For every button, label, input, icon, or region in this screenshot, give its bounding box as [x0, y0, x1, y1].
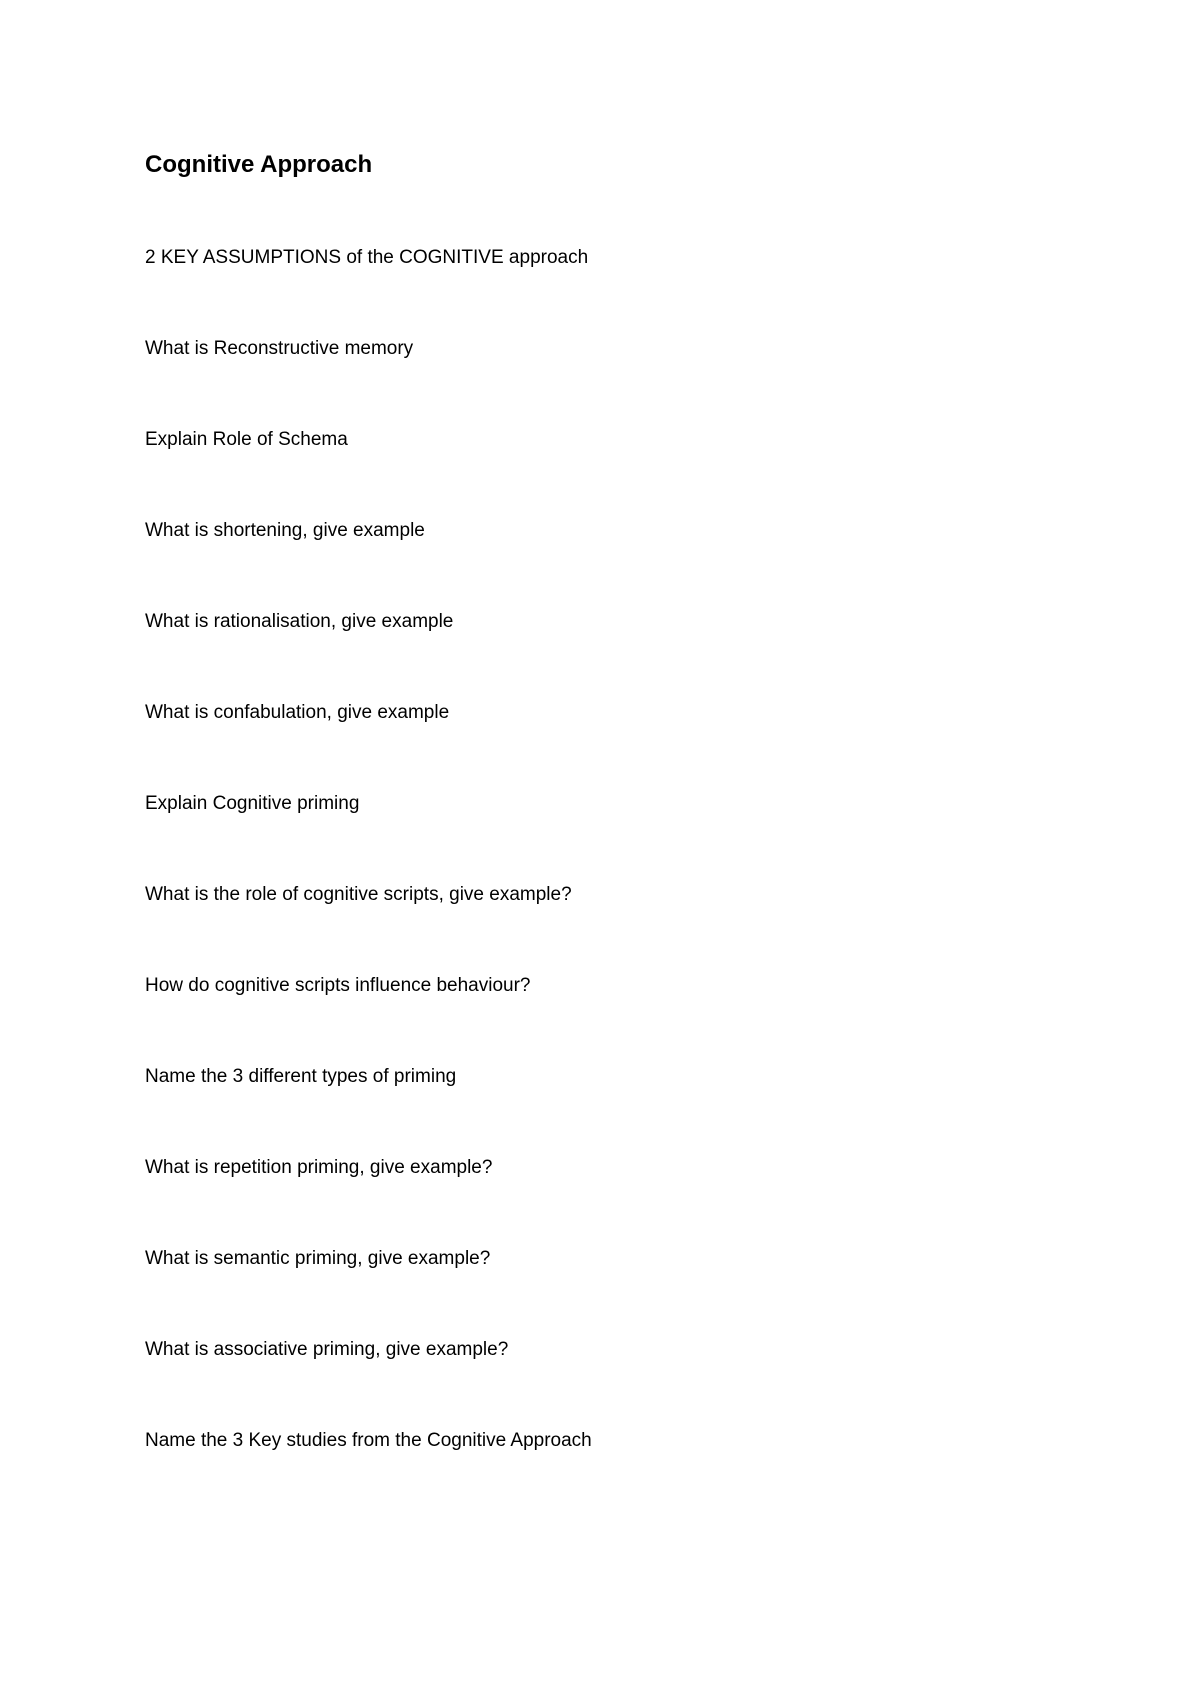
question-item: Name the 3 different types of priming [145, 1066, 457, 1087]
question-item: What is shortening, give example [145, 520, 425, 541]
question-item: What is repetition priming, give example? [145, 1157, 493, 1178]
question-item: Explain Cognitive priming [145, 793, 360, 814]
question-item: What is the role of cognitive scripts, give example? [145, 884, 572, 905]
question-item: How do cognitive scripts influence behaviour? [145, 975, 531, 996]
question-list [145, 243, 592, 1517]
question-item: Name the 3 Key studies from the Cognitive Approach [145, 1430, 592, 1451]
document-title: Cognitive Approach [145, 151, 373, 178]
question-item: Explain Role of Schema [145, 429, 348, 450]
question-item: 2 KEY ASSUMPTIONS of the COGNITIVE approach [145, 247, 589, 268]
question-item: What is Reconstructive memory [145, 338, 414, 359]
question-item: What is rationalisation, give example [145, 611, 454, 632]
question-item: What is associative priming, give example? [145, 1339, 509, 1360]
question-item: What is confabulation, give example [145, 702, 450, 723]
question-item: What is semantic priming, give example? [145, 1248, 491, 1269]
